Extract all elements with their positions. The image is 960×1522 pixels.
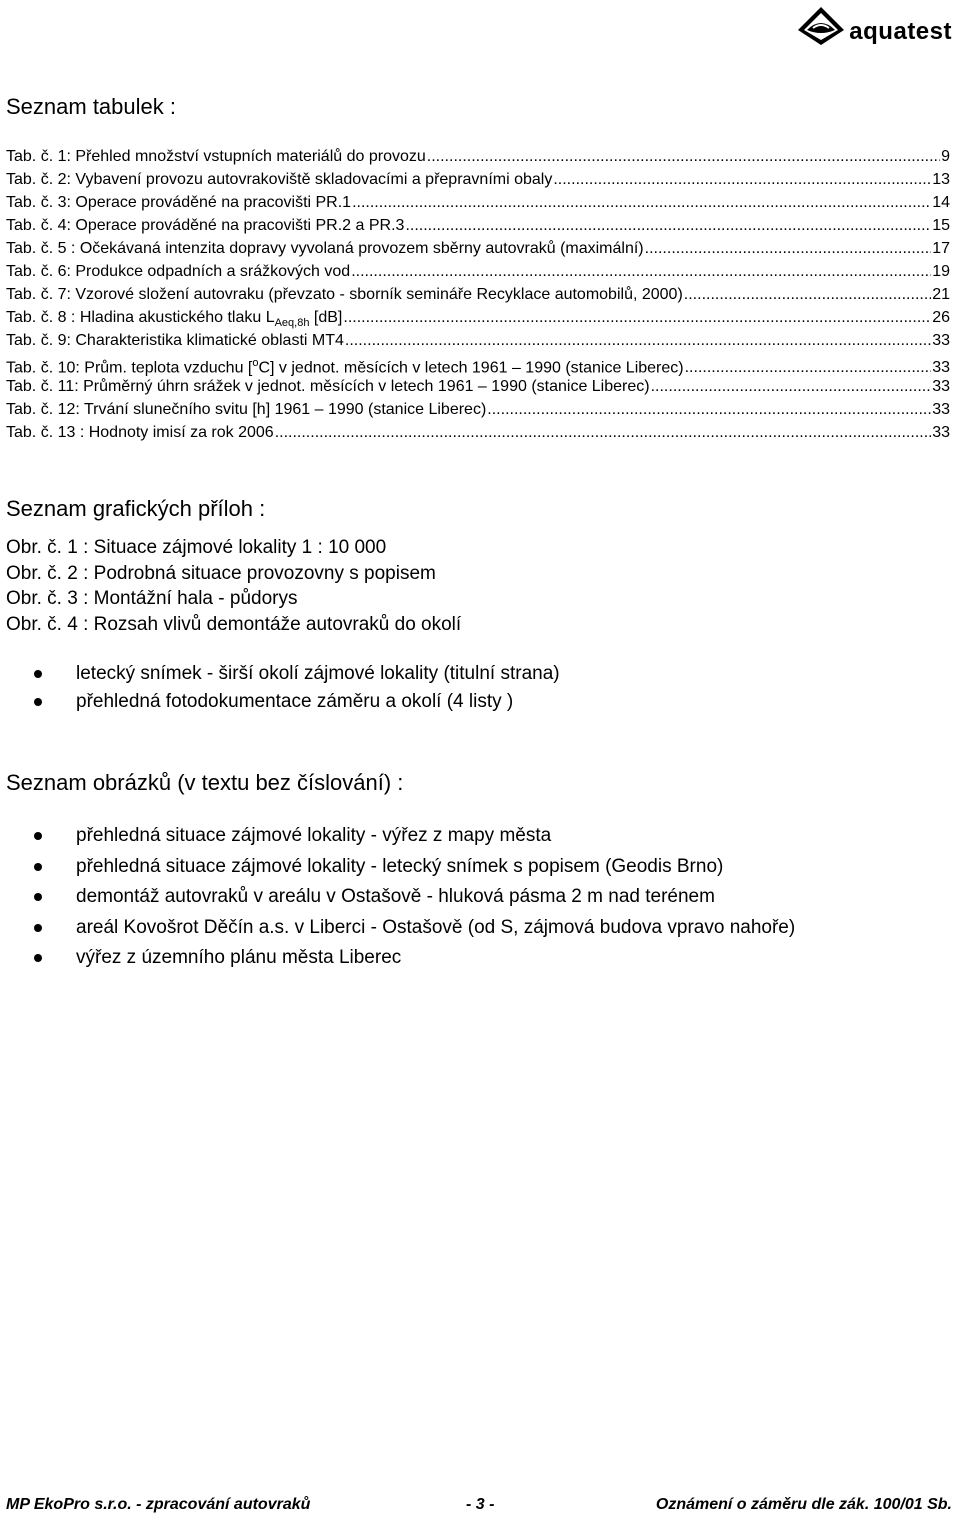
superscript: o: [252, 357, 259, 369]
tables-heading: Seznam tabulek :: [6, 94, 176, 119]
toc-dot-leader: [275, 421, 932, 444]
toc-entry[interactable]: [6, 145, 950, 168]
toc-entry[interactable]: [6, 421, 950, 444]
footer-page-number: - 3 -: [466, 1496, 495, 1513]
bullet-item: [34, 943, 795, 974]
toc-entry-title: Tab. č. 3: Operace prováděné na pracovišti PR.1: [6, 194, 352, 211]
toc-dot-leader: [351, 260, 931, 283]
toc-entry[interactable]: [6, 168, 950, 191]
toc-entry[interactable]: [6, 352, 950, 375]
graphics-item: Obr. č. 2 : Podrobná situace provozovny s popisem: [6, 562, 436, 584]
toc-dot-leader: [352, 191, 931, 214]
toc-dot-leader: [553, 168, 931, 191]
bullet-text: areál Kovošrot Děčín a.s. v Liberci - Ostašově (od S, zájmová budova vpravo nahoře): [76, 916, 796, 938]
bullet-icon: [34, 863, 42, 871]
toc-entry-title: Tab. č. 1: Přehled množství vstupních materiálů do provozu: [6, 148, 426, 165]
toc-page-number: 9: [941, 148, 950, 165]
table-of-tables: [6, 145, 950, 444]
aquatest-logo: [797, 6, 952, 46]
toc-entry[interactable]: [6, 260, 950, 283]
toc-page-number: 14: [932, 194, 950, 211]
toc-page-number: 33: [932, 378, 950, 395]
toc-page-number: 33: [932, 424, 950, 441]
toc-entry-title: Tab. č. 9: Charakteristika klimatické oblasti MT4: [6, 332, 344, 349]
toc-entry-title: Tab. č. 13 : Hodnoty imisí za rok 2006: [6, 424, 274, 441]
bullet-icon: [34, 698, 42, 706]
toc-entry-title: Tab. č. 6: Produkce odpadních a srážkových vod: [6, 263, 351, 280]
bullet-text: výřez z územního plánu města Liberec: [76, 947, 402, 969]
aquatest-globe-icon: [797, 6, 845, 46]
graphics-list: [6, 535, 461, 637]
bullet-text: přehledná situace zájmové lokality - letecký snímek s popisem (Geodis Brno): [76, 855, 724, 877]
graphics-item: Obr. č. 3 : Montážní hala - půdorys: [6, 588, 298, 609]
bullet-item: [34, 688, 560, 716]
bullet-text: letecký snímek - širší okolí zájmové lokality (titulní strana): [76, 663, 560, 684]
footer-document-title: Oznámení o záměru dle zák. 100/01 Sb.: [655, 1496, 952, 1513]
toc-entry-title-part: Tab. č. 8 : Hladina akustického tlaku L: [6, 309, 275, 326]
logo-text: aquatest: [849, 18, 952, 45]
toc-page-number: 33: [932, 401, 950, 418]
toc-dot-leader: [651, 375, 932, 398]
footer-company: MP EkoPro s.r.o. - zpracování autovraků: [6, 1496, 311, 1513]
bullet-icon: [34, 893, 42, 901]
toc-entry[interactable]: [6, 329, 950, 352]
toc-entry-title: Tab. č. 7: Vzorové složení autovraku (převzato - sborník semináře Recyklace automobilů, 2000): [6, 286, 683, 303]
graphics-item: Obr. č. 1 : Situace zájmové lokality 1 : 10 000: [6, 537, 387, 558]
toc-entry-title: Tab. č. 12: Trvání slunečního svitu [h] 1961 – 1990 (stanice Liberec): [6, 401, 487, 418]
toc-dot-leader: [684, 283, 931, 306]
bullet-item: [34, 821, 795, 852]
toc-entry[interactable]: [6, 283, 950, 306]
toc-page-number: 15: [932, 217, 950, 234]
toc-dot-leader: [645, 237, 932, 260]
toc-entry-title-part: C] v jednot. měsících v letech 1961 – 1990 (stanice Liberec): [258, 359, 684, 377]
images-heading: Seznam obrázků (v textu bez číslování) :: [6, 770, 404, 795]
toc-page-number: 26: [932, 309, 950, 326]
toc-entry-title: Tab. č. 2: Vybavení provozu autovrakoviště skladovacími a přepravními obaly: [6, 171, 553, 188]
bullet-icon: [34, 954, 42, 962]
toc-entry-title: Tab. č. 5 : Očekávaná intenzita dopravy vyvolaná provozem sběrny autovraků (maximální): [6, 240, 644, 257]
toc-entry[interactable]: [6, 398, 950, 421]
toc-entry-title-part: Tab. č. 10: Prům. teplota vzduchu [: [6, 359, 253, 377]
toc-dot-leader: [405, 214, 931, 237]
toc-entry[interactable]: [6, 214, 950, 237]
bullet-item: [34, 852, 795, 883]
subscript: Aeq,8h: [274, 317, 310, 330]
toc-page-number: 21: [932, 286, 950, 303]
toc-page-number: 19: [932, 263, 950, 280]
bullet-icon: [34, 670, 42, 678]
toc-entry[interactable]: [6, 237, 950, 260]
toc-entry-title: Tab. č. 11: Průměrný úhrn srážek v jednot. měsících v letech 1961 – 1990 (stanice Liberec): [6, 378, 650, 395]
images-bullet-list: [34, 821, 795, 974]
graphics-heading: Seznam grafických příloh :: [6, 496, 266, 521]
toc-entry-title-part: [dB]: [309, 309, 343, 326]
toc-entry[interactable]: [6, 191, 950, 214]
toc-entry[interactable]: [6, 306, 950, 329]
graphics-item: Obr. č. 4 : Rozsah vlivů demontáže autovraků do okolí: [6, 613, 462, 635]
toc-dot-leader: [343, 306, 931, 329]
toc-dot-leader: [345, 329, 931, 352]
bullet-item: [34, 913, 795, 944]
attachments-bullet-list: [34, 660, 560, 716]
toc-page-number: 17: [932, 240, 950, 257]
page-footer: [6, 1496, 952, 1520]
bullet-text: přehledná situace zájmové lokality - výřez z mapy města: [76, 825, 552, 847]
toc-entry[interactable]: [6, 375, 950, 398]
toc-page-number: 33: [932, 332, 950, 349]
bullet-icon: [34, 832, 42, 840]
bullet-icon: [34, 924, 42, 932]
toc-dot-leader: [427, 145, 940, 168]
bullet-item: [34, 660, 560, 688]
toc-page-number: 33: [932, 359, 950, 377]
bullet-text: přehledná fotodokumentace záměru a okolí (4 listy ): [76, 691, 514, 712]
toc-dot-leader: [487, 398, 931, 421]
bullet-item: [34, 882, 795, 913]
toc-entry-title: Tab. č. 4: Operace prováděné na pracovišti PR.2 a PR.3: [6, 217, 405, 234]
toc-page-number: 13: [932, 171, 950, 188]
bullet-text: demontáž autovraků v areálu v Ostašově - hluková pásma 2 m nad terénem: [76, 886, 715, 908]
